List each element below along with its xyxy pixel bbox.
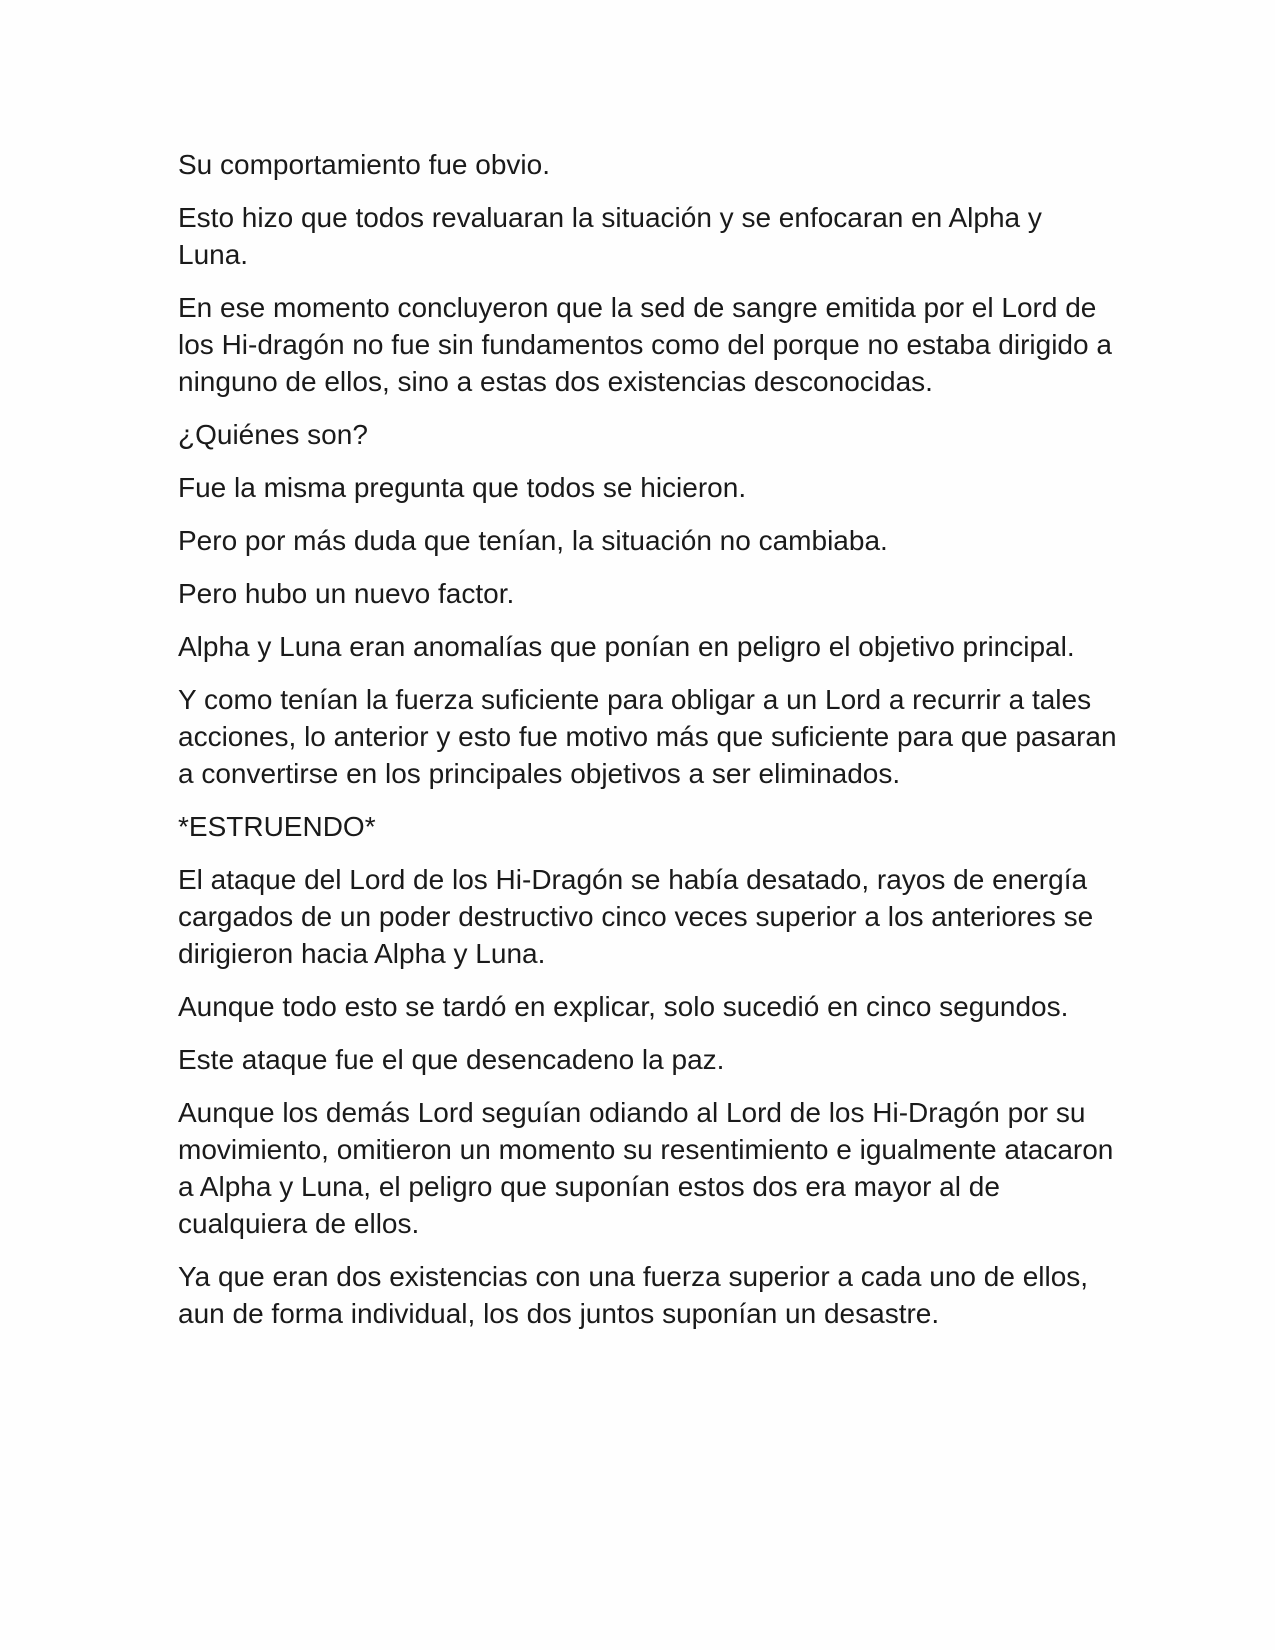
document-body [178,146,1118,1348]
paragraph: Pero hubo un nuevo factor. [178,578,515,609]
paragraph: Alpha y Luna eran anomalías que ponían en peligro el objetivo principal. [178,631,1075,662]
paragraph: Su comportamiento fue obvio. [178,149,550,180]
paragraph: ¿Quiénes son? [178,419,368,450]
paragraph: Pero por más duda que tenían, la situación no cambiaba. [178,525,888,556]
paragraph: Aunque los demás Lord seguían odiando al Lord de los Hi-Dragón por su movimiento, omitieron un momento su resentimiento e igualmente atacaron a Alpha y Luna, el peligro que suponían estos dos era mayor al de cualquiera de ellos. [178,1097,1114,1239]
paragraph: En ese momento concluyeron que la sed de sangre emitida por el Lord de los Hi-dragón no fue sin fundamentos como del porque no estaba dirigido a ninguno de ellos, sino a estas dos existencias desconocidas. [178,292,1112,397]
paragraph: Ya que eran dos existencias con una fuerza superior a cada uno de ellos, aun de forma individual, los dos juntos suponían un desastre. [178,1261,1089,1329]
paragraph: Fue la misma pregunta que todos se hicieron. [178,472,747,503]
paragraph: Este ataque fue el que desencadeno la paz. [178,1044,725,1075]
paragraph: Esto hizo que todos revaluaran la situación y se enfocaran en Alpha y Luna. [178,202,1042,270]
paragraph: *ESTRUENDO* [178,811,376,842]
paragraph: Y como tenían la fuerza suficiente para obligar a un Lord a recurrir a tales acciones, lo anterior y esto fue motivo más que suficiente para que pasaran a convertirse en los principales objetivos a ser eliminados. [178,684,1117,789]
paragraph: El ataque del Lord de los Hi-Dragón se había desatado, rayos de energía cargados de un poder destructivo cinco veces superior a los anteriores se dirigieron hacia Alpha y Luna. [178,864,1094,969]
paragraph: Aunque todo esto se tardó en explicar, solo sucedió en cinco segundos. [178,991,1069,1022]
